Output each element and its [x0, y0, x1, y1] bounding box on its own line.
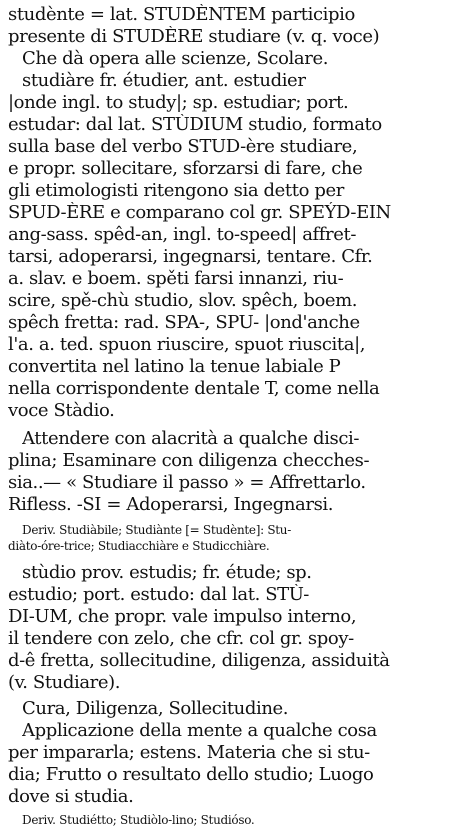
entry-studiare-line-15: nella corrispondente dentale T, come nella	[8, 378, 380, 399]
entry-studiare-deriv-2: diàto-óre-trice; Studiacchiàre e Studicchiàre.	[8, 539, 270, 553]
entry-studiare-line-8: ang-sass. spêd-an, ingl. to-speed| affret-	[8, 224, 357, 245]
entry-studiare-line-5: e propr. sollecitare, sforzarsi di fare, che	[8, 158, 363, 179]
entry-studiare-line-16: voce Stàdio.	[8, 400, 115, 421]
entry-studiare-line-2: |onde ingl. to study|; sp. estudiar; port.	[8, 92, 349, 113]
entry-studiare-line-13: l'a. a. ted. spuon riuscire, spuot riuscita|,	[8, 334, 366, 355]
entry-studente-line-1: studènte = lat. STUDÈNTEM participio	[8, 4, 355, 25]
entry-studiare-line-9: tarsi, adoperarsi, ingegnarsi, tentare. Cfr.	[8, 246, 373, 267]
entry-studio-line-3: DI-UM, che propr. vale impulso interno,	[8, 606, 357, 627]
entry-studiare-line-12: spêch fretta: rad. SPA-, SPU- |ond'anche	[8, 312, 360, 333]
entry-studiare-line-4: sulla base del verbo STUD-ère studiare,	[8, 136, 358, 157]
entry-studio-line-11: dove si studia.	[8, 786, 134, 807]
entry-studio-line-1: stùdio prov. estudis; fr. étude; sp.	[22, 562, 312, 583]
entry-studiare-line-19: sia..— « Studiare il passo » = Affrettarlo.	[8, 472, 366, 493]
entry-studio-line-9: per impararla; estens. Materia che si stu-	[8, 742, 370, 763]
entry-studiare-line-3: estudar: dal lat. STÙDIUM studio, formato	[8, 114, 382, 135]
entry-studiare-line-17: Attendere con alacrità a qualche disci-	[22, 428, 360, 449]
entry-studio-line-2: estudio; port. estudo: dal lat. STÙ-	[8, 584, 309, 605]
entry-studio-line-5: d-ê fretta, sollecitudine, diligenza, assiduità	[8, 650, 390, 671]
entry-studiare-deriv-1: Deriv. Studiàbile; Studiànte [= Studènte]: Stu-	[22, 523, 291, 537]
entry-studiare-line-11: scire, spě-chù studio, slov. spêch, boem.	[8, 290, 358, 311]
entry-studiare-line-18: plina; Esaminare con diligenza checches-	[8, 450, 370, 471]
entry-studiare-line-14: convertita nel latino la tenue labiale P	[8, 356, 341, 377]
entry-studio-line-8: Applicazione della mente a qualche cosa	[22, 720, 377, 741]
entry-studio-line-4: il tendere con zelo, che cfr. col gr. spoy-	[8, 628, 354, 649]
entry-studiare-line-6: gli etimologisti ritengono sia detto per	[8, 180, 344, 201]
entry-studente-line-2: presente di STUDÈRE studiare (v. q. voce)	[8, 26, 380, 47]
entry-studio-line-7: Cura, Diligenza, Sollecitudine.	[22, 698, 289, 719]
entry-studente-line-3: Che dà opera alle scienze, Scolare.	[22, 48, 329, 69]
entry-studio-line-10: dia; Frutto o resultato dello studio; Luogo	[8, 764, 374, 785]
entry-studiare-line-10: a. slav. e boem. spěti farsi innanzi, riu-	[8, 268, 344, 289]
entry-studio-line-6: (v. Studiare).	[8, 672, 121, 693]
entry-studiare-line-1: studiàre fr. étudier, ant. estudier	[22, 70, 306, 91]
entry-studio-deriv-1: Deriv. Studiétto; Studiòlo-lino; Studióso.	[22, 813, 255, 827]
entry-studiare-line-20: Rifless. -SI = Adoperarsi, Ingegnarsi.	[8, 494, 334, 515]
entry-studiare-line-7: SPUD-ÈRE e comparano col gr. SPEÝD-EIN	[8, 202, 391, 223]
